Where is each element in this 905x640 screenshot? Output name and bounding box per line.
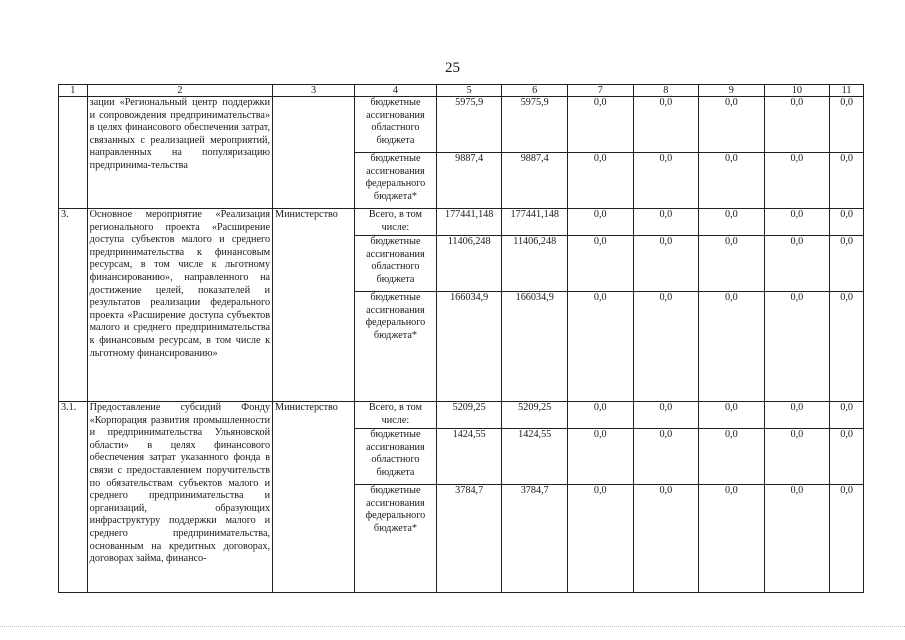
- value-cell: 0,0: [633, 97, 699, 153]
- value-cell: 0,0: [567, 292, 633, 402]
- budget-table: [58, 84, 864, 593]
- value-cell: 3784,7: [502, 485, 568, 593]
- value-cell: 177441,148: [502, 209, 568, 236]
- table-row: [59, 97, 864, 153]
- funding-source: бюджетные ассигнования областного бюджета: [354, 429, 436, 485]
- column-header: 9: [699, 85, 765, 97]
- value-cell: 5975,9: [502, 97, 568, 153]
- funding-source: бюджетные ассигнования федерального бюджета*: [354, 292, 436, 402]
- item-number: [59, 97, 88, 209]
- value-cell: 5975,9: [436, 97, 502, 153]
- value-cell: 0,0: [567, 236, 633, 292]
- value-cell: 0,0: [633, 402, 699, 429]
- value-cell: 0,0: [699, 97, 765, 153]
- value-cell: 0,0: [830, 485, 864, 593]
- column-header: 6: [502, 85, 568, 97]
- value-cell: 0,0: [764, 153, 830, 209]
- column-header: 4: [354, 85, 436, 97]
- value-cell: 0,0: [764, 209, 830, 236]
- column-header: 8: [633, 85, 699, 97]
- item-description: зации «Региональный центр поддержки и сопровождения предпринимательства» в целях финансового обеспечения затрат, связанных с реализацией мероприятий, направленных на популяризацию предпринима-тельства: [87, 97, 272, 209]
- column-header: 1: [59, 85, 88, 97]
- column-header: 11: [830, 85, 864, 97]
- value-cell: 0,0: [764, 236, 830, 292]
- value-cell: 0,0: [699, 153, 765, 209]
- value-cell: 0,0: [567, 402, 633, 429]
- value-cell: 0,0: [567, 153, 633, 209]
- value-cell: 1424,55: [502, 429, 568, 485]
- table-row: [59, 209, 864, 236]
- item-number: 3.1.: [59, 402, 88, 593]
- column-header: 3: [273, 85, 355, 97]
- funding-source: бюджетные ассигнования областного бюджета: [354, 97, 436, 153]
- value-cell: 0,0: [633, 485, 699, 593]
- column-header: 5: [436, 85, 502, 97]
- item-description: Основное мероприятие «Реализация регионального проекта «Расширение доступа субъектов малого и среднего предпринимательства к финансовым ресурсам, в том числе к льготному финансированию», направленного на достижение целей, показателей и результатов реализации федерального проекта «Расширение доступа субъектов малого и среднего предпринимательства к финансовым ресурсам, в том числе к льготному финансированию»: [87, 209, 272, 402]
- value-cell: 166034,9: [436, 292, 502, 402]
- value-cell: 0,0: [699, 209, 765, 236]
- column-header: 2: [87, 85, 272, 97]
- scan-edge-artifact: [0, 626, 905, 633]
- funding-source: Всего, в том числе:: [354, 209, 436, 236]
- value-cell: 0,0: [764, 429, 830, 485]
- value-cell: 0,0: [830, 236, 864, 292]
- column-header: 7: [567, 85, 633, 97]
- header-row: [59, 85, 864, 97]
- value-cell: 177441,148: [436, 209, 502, 236]
- value-cell: 0,0: [830, 292, 864, 402]
- item-responsible: Министерство: [273, 209, 355, 402]
- value-cell: 0,0: [830, 97, 864, 153]
- funding-source: бюджетные ассигнования федерального бюджета*: [354, 153, 436, 209]
- value-cell: 11406,248: [436, 236, 502, 292]
- item-responsible: [273, 97, 355, 209]
- funding-source: бюджетные ассигнования федерального бюджета*: [354, 485, 436, 593]
- value-cell: 0,0: [633, 236, 699, 292]
- value-cell: 0,0: [830, 429, 864, 485]
- value-cell: 0,0: [764, 97, 830, 153]
- item-number: 3.: [59, 209, 88, 402]
- value-cell: 0,0: [699, 292, 765, 402]
- value-cell: 0,0: [699, 485, 765, 593]
- value-cell: 0,0: [764, 292, 830, 402]
- value-cell: 0,0: [633, 209, 699, 236]
- table-row: [59, 402, 864, 429]
- value-cell: 0,0: [567, 209, 633, 236]
- value-cell: 9887,4: [502, 153, 568, 209]
- page-number: 25: [445, 60, 460, 76]
- item-responsible: Министерство: [273, 402, 355, 593]
- funding-source: бюджетные ассигнования областного бюджета: [354, 236, 436, 292]
- value-cell: 0,0: [830, 209, 864, 236]
- value-cell: 0,0: [567, 485, 633, 593]
- value-cell: 5209,25: [436, 402, 502, 429]
- value-cell: 0,0: [633, 292, 699, 402]
- funding-source: Всего, в том числе:: [354, 402, 436, 429]
- column-header: 10: [764, 85, 830, 97]
- value-cell: 0,0: [567, 97, 633, 153]
- value-cell: 0,0: [830, 153, 864, 209]
- value-cell: 11406,248: [502, 236, 568, 292]
- value-cell: 3784,7: [436, 485, 502, 593]
- value-cell: 0,0: [830, 402, 864, 429]
- value-cell: 0,0: [699, 236, 765, 292]
- value-cell: 0,0: [567, 429, 633, 485]
- value-cell: 5209,25: [502, 402, 568, 429]
- value-cell: 0,0: [633, 429, 699, 485]
- item-description: Предоставление субсидий Фонду «Корпорация развития промышленности и предпринимательства Ульяновской области» в целях финансового обеспечения затрат указанного фонда в связи с предоставлением поручительств по обязательствам субъектов малого и среднего предпринимательства и организаций, образующих инфраструктуру поддержки малого и среднего предпринимательства, основанным на кредитных договорах, договорах займа, финансо-: [87, 402, 272, 593]
- value-cell: 0,0: [633, 153, 699, 209]
- value-cell: 0,0: [764, 402, 830, 429]
- value-cell: 0,0: [699, 402, 765, 429]
- value-cell: 166034,9: [502, 292, 568, 402]
- value-cell: 1424,55: [436, 429, 502, 485]
- value-cell: 9887,4: [436, 153, 502, 209]
- value-cell: 0,0: [699, 429, 765, 485]
- value-cell: 0,0: [764, 485, 830, 593]
